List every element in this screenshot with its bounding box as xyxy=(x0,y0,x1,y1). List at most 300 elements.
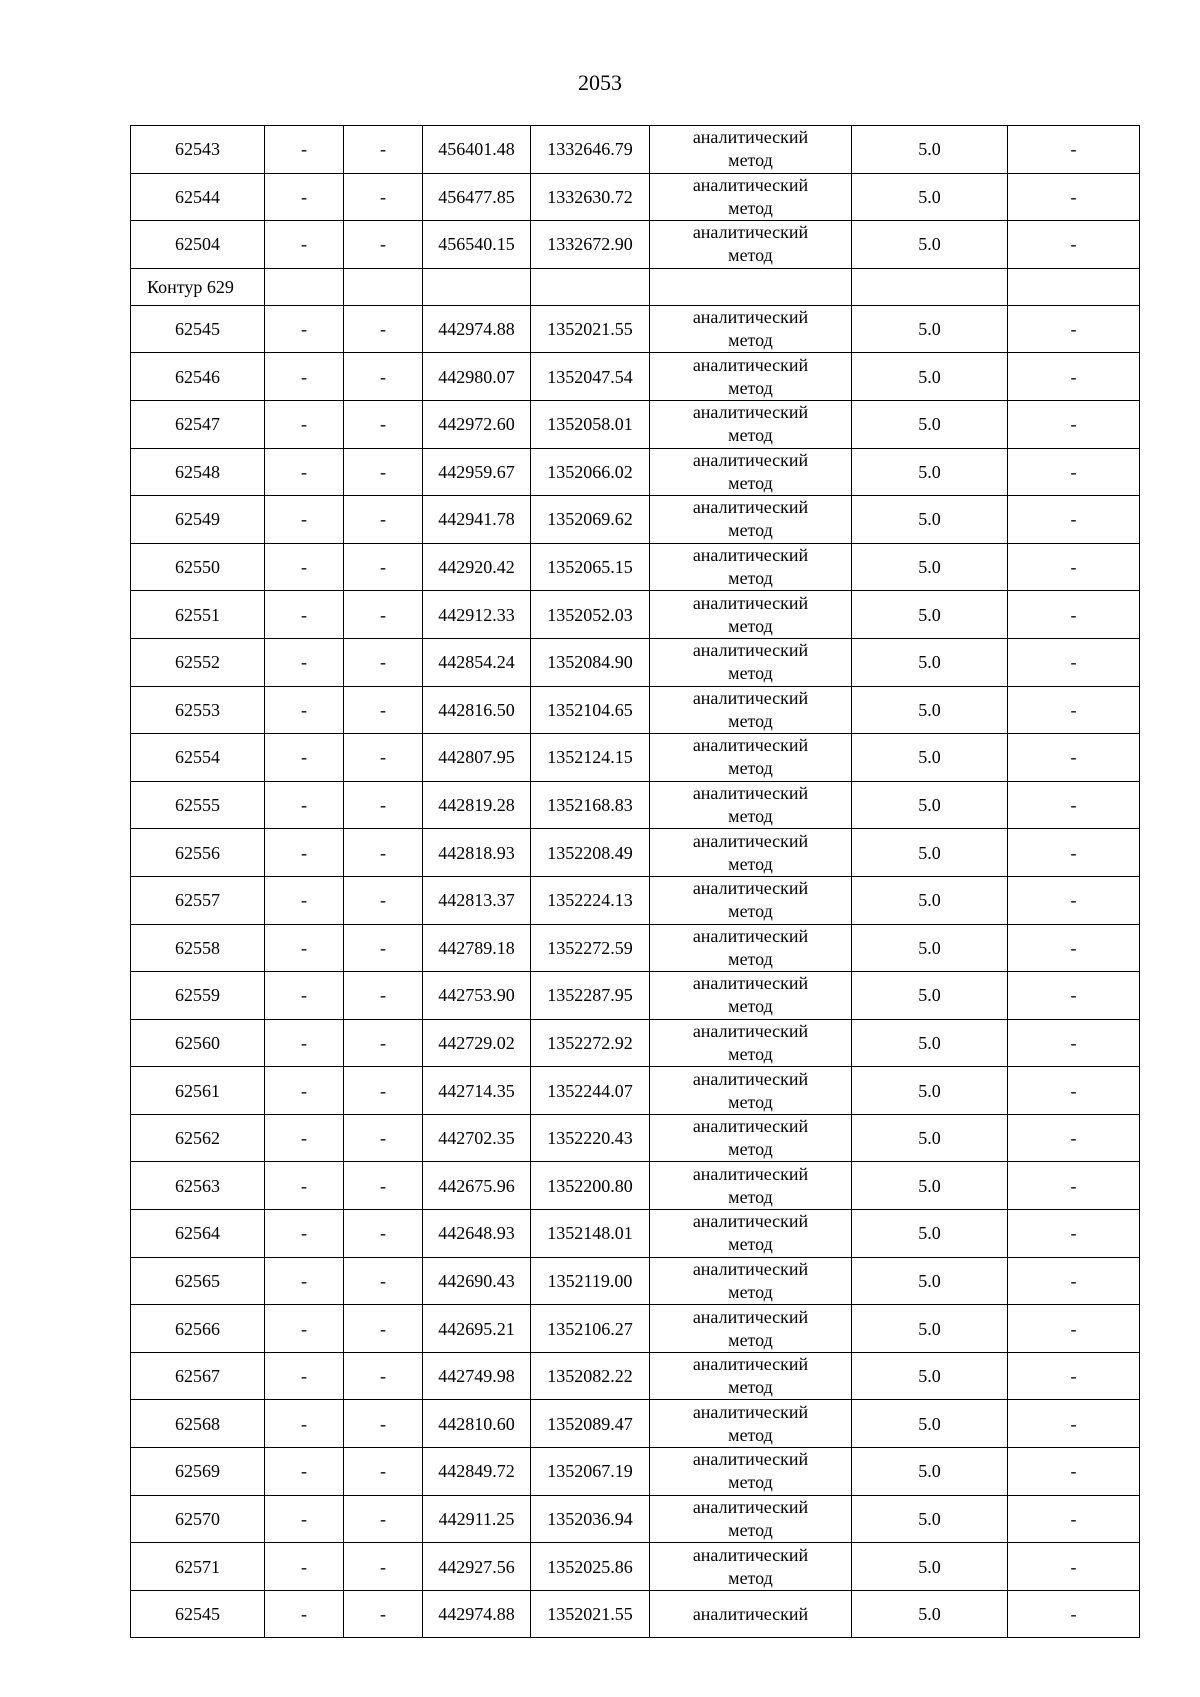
last-column-cell: - xyxy=(1008,221,1140,269)
y-coordinate-cell: 1352067.19 xyxy=(531,1448,650,1496)
method-cell xyxy=(650,1590,852,1638)
column-2-cell: - xyxy=(265,126,344,174)
point-id-cell: 62545 xyxy=(131,305,265,353)
column-3-cell: - xyxy=(344,591,423,639)
method-text: аналитический метод xyxy=(692,307,809,351)
y-coordinate-cell: 1352065.15 xyxy=(531,543,650,591)
accuracy-cell: 5.0 xyxy=(852,638,1008,686)
method-cell xyxy=(650,686,852,734)
table-row xyxy=(131,1019,1140,1067)
column-3-cell: - xyxy=(344,1495,423,1543)
column-3-cell: - xyxy=(344,496,423,544)
x-coordinate-cell: 442729.02 xyxy=(423,1019,531,1067)
point-id-cell: 62560 xyxy=(131,1019,265,1067)
y-coordinate-cell: 1352058.01 xyxy=(531,400,650,448)
empty-cell xyxy=(852,268,1008,305)
method-text: аналитический метод xyxy=(692,783,809,827)
last-column-cell: - xyxy=(1008,638,1140,686)
x-coordinate-cell: 442849.72 xyxy=(423,1448,531,1496)
method-text: аналитический метод xyxy=(692,1401,809,1445)
last-column-cell: - xyxy=(1008,1257,1140,1305)
column-2-cell: - xyxy=(265,1400,344,1448)
method-cell xyxy=(650,1448,852,1496)
method-cell xyxy=(650,591,852,639)
table-row xyxy=(131,305,1140,353)
accuracy-cell: 5.0 xyxy=(852,1352,1008,1400)
point-id-cell: 62565 xyxy=(131,1257,265,1305)
last-column-cell: - xyxy=(1008,734,1140,782)
point-id-cell: 62571 xyxy=(131,1543,265,1591)
accuracy-cell: 5.0 xyxy=(852,126,1008,174)
table-row xyxy=(131,972,1140,1020)
accuracy-cell: 5.0 xyxy=(852,173,1008,221)
x-coordinate-cell: 442818.93 xyxy=(423,829,531,877)
column-3-cell: - xyxy=(344,1590,423,1638)
method-text: аналитический метод xyxy=(692,1116,809,1160)
table-row xyxy=(131,543,1140,591)
table-row xyxy=(131,1590,1140,1638)
table-row xyxy=(131,173,1140,221)
accuracy-cell: 5.0 xyxy=(852,1210,1008,1258)
table-row xyxy=(131,1543,1140,1591)
method-cell xyxy=(650,448,852,496)
point-id-cell: 62563 xyxy=(131,1162,265,1210)
method-cell xyxy=(650,638,852,686)
column-2-cell: - xyxy=(265,1019,344,1067)
x-coordinate-cell: 442854.24 xyxy=(423,638,531,686)
y-coordinate-cell: 1352104.65 xyxy=(531,686,650,734)
y-coordinate-cell: 1352089.47 xyxy=(531,1400,650,1448)
method-cell xyxy=(650,305,852,353)
column-2-cell: - xyxy=(265,734,344,782)
y-coordinate-cell: 1352047.54 xyxy=(531,353,650,401)
table-row xyxy=(131,638,1140,686)
empty-cell xyxy=(531,268,650,305)
last-column-cell: - xyxy=(1008,543,1140,591)
method-cell xyxy=(650,876,852,924)
last-column-cell: - xyxy=(1008,1590,1140,1638)
x-coordinate-cell: 442675.96 xyxy=(423,1162,531,1210)
last-column-cell: - xyxy=(1008,1210,1140,1258)
method-cell xyxy=(650,1352,852,1400)
accuracy-cell: 5.0 xyxy=(852,353,1008,401)
last-column-cell: - xyxy=(1008,1400,1140,1448)
last-column-cell: - xyxy=(1008,829,1140,877)
accuracy-cell: 5.0 xyxy=(852,1400,1008,1448)
column-3-cell: - xyxy=(344,1305,423,1353)
table-row xyxy=(131,1210,1140,1258)
point-id-cell: 62559 xyxy=(131,972,265,1020)
method-text: аналитический метод xyxy=(692,878,809,922)
y-coordinate-cell: 1352106.27 xyxy=(531,1305,650,1353)
method-cell xyxy=(650,972,852,1020)
method-cell xyxy=(650,829,852,877)
table-row xyxy=(131,686,1140,734)
coordinates-table xyxy=(130,125,1140,1638)
table-row xyxy=(131,1162,1140,1210)
x-coordinate-cell: 442753.90 xyxy=(423,972,531,1020)
accuracy-cell: 5.0 xyxy=(852,1114,1008,1162)
method-text: аналитический метод xyxy=(692,640,809,684)
column-3-cell: - xyxy=(344,1352,423,1400)
x-coordinate-cell: 442749.98 xyxy=(423,1352,531,1400)
column-2-cell: - xyxy=(265,829,344,877)
point-id-cell: 62558 xyxy=(131,924,265,972)
y-coordinate-cell: 1352021.55 xyxy=(531,305,650,353)
y-coordinate-cell: 1352168.83 xyxy=(531,781,650,829)
method-text: аналитический метод xyxy=(692,174,809,218)
table-row xyxy=(131,924,1140,972)
point-id-cell: 62553 xyxy=(131,686,265,734)
y-coordinate-cell: 1332646.79 xyxy=(531,126,650,174)
column-2-cell: - xyxy=(265,1162,344,1210)
table-row xyxy=(131,126,1140,174)
column-3-cell: - xyxy=(344,829,423,877)
method-text: аналитический метод xyxy=(692,1020,809,1064)
method-cell xyxy=(650,1495,852,1543)
column-2-cell: - xyxy=(265,1590,344,1638)
accuracy-cell: 5.0 xyxy=(852,221,1008,269)
column-3-cell: - xyxy=(344,1400,423,1448)
table-row xyxy=(131,448,1140,496)
table-row xyxy=(131,829,1140,877)
method-text: аналитический метод xyxy=(692,925,809,969)
y-coordinate-cell: 1352036.94 xyxy=(531,1495,650,1543)
column-2-cell: - xyxy=(265,924,344,972)
method-cell xyxy=(650,1019,852,1067)
accuracy-cell: 5.0 xyxy=(852,1162,1008,1210)
method-cell xyxy=(650,173,852,221)
column-3-cell: - xyxy=(344,924,423,972)
column-3-cell: - xyxy=(344,400,423,448)
y-coordinate-cell: 1352066.02 xyxy=(531,448,650,496)
y-coordinate-cell: 1352200.80 xyxy=(531,1162,650,1210)
column-3-cell: - xyxy=(344,353,423,401)
x-coordinate-cell: 442912.33 xyxy=(423,591,531,639)
point-id-cell: 62554 xyxy=(131,734,265,782)
method-text: аналитический xyxy=(692,1604,809,1625)
method-cell xyxy=(650,734,852,782)
column-2-cell: - xyxy=(265,221,344,269)
y-coordinate-cell: 1352220.43 xyxy=(531,1114,650,1162)
point-id-cell: 62543 xyxy=(131,126,265,174)
point-id-cell: 62550 xyxy=(131,543,265,591)
last-column-cell: - xyxy=(1008,1495,1140,1543)
column-2-cell: - xyxy=(265,448,344,496)
point-id-cell: 62545 xyxy=(131,1590,265,1638)
column-2-cell: - xyxy=(265,638,344,686)
method-cell xyxy=(650,1543,852,1591)
method-cell xyxy=(650,1210,852,1258)
table-row xyxy=(131,221,1140,269)
last-column-cell: - xyxy=(1008,305,1140,353)
method-text: аналитический метод xyxy=(692,1496,809,1540)
x-coordinate-cell: 442911.25 xyxy=(423,1495,531,1543)
method-text: аналитический метод xyxy=(692,497,809,541)
accuracy-cell: 5.0 xyxy=(852,496,1008,544)
x-coordinate-cell: 442819.28 xyxy=(423,781,531,829)
point-id-cell: 62564 xyxy=(131,1210,265,1258)
point-id-cell: 62568 xyxy=(131,1400,265,1448)
x-coordinate-cell: 442980.07 xyxy=(423,353,531,401)
point-id-cell: 62561 xyxy=(131,1067,265,1115)
last-column-cell: - xyxy=(1008,173,1140,221)
y-coordinate-cell: 1332672.90 xyxy=(531,221,650,269)
accuracy-cell: 5.0 xyxy=(852,591,1008,639)
table-row xyxy=(131,400,1140,448)
last-column-cell: - xyxy=(1008,353,1140,401)
method-cell xyxy=(650,221,852,269)
point-id-cell: 62567 xyxy=(131,1352,265,1400)
accuracy-cell: 5.0 xyxy=(852,1495,1008,1543)
contour-section xyxy=(131,268,1140,305)
point-id-cell: 62569 xyxy=(131,1448,265,1496)
last-column-cell: - xyxy=(1008,1067,1140,1115)
y-coordinate-cell: 1352208.49 xyxy=(531,829,650,877)
method-cell xyxy=(650,400,852,448)
y-coordinate-cell: 1332630.72 xyxy=(531,173,650,221)
accuracy-cell: 5.0 xyxy=(852,1257,1008,1305)
point-id-cell: 62551 xyxy=(131,591,265,639)
column-2-cell: - xyxy=(265,1495,344,1543)
column-2-cell: - xyxy=(265,173,344,221)
accuracy-cell: 5.0 xyxy=(852,686,1008,734)
y-coordinate-cell: 1352084.90 xyxy=(531,638,650,686)
column-3-cell: - xyxy=(344,1067,423,1115)
table-row xyxy=(131,1257,1140,1305)
method-cell xyxy=(650,126,852,174)
column-2-cell: - xyxy=(265,591,344,639)
column-3-cell: - xyxy=(344,221,423,269)
column-2-cell: - xyxy=(265,543,344,591)
method-cell xyxy=(650,1257,852,1305)
x-coordinate-cell: 442789.18 xyxy=(423,924,531,972)
method-text: аналитический метод xyxy=(692,1258,809,1302)
x-coordinate-cell: 442974.88 xyxy=(423,1590,531,1638)
last-column-cell: - xyxy=(1008,1162,1140,1210)
y-coordinate-cell: 1352272.92 xyxy=(531,1019,650,1067)
accuracy-cell: 5.0 xyxy=(852,1019,1008,1067)
x-coordinate-cell: 442813.37 xyxy=(423,876,531,924)
x-coordinate-cell: 442941.78 xyxy=(423,496,531,544)
column-3-cell: - xyxy=(344,1543,423,1591)
point-id-cell: 62552 xyxy=(131,638,265,686)
column-3-cell: - xyxy=(344,781,423,829)
method-text: аналитический метод xyxy=(692,1354,809,1398)
table-row xyxy=(131,1400,1140,1448)
last-column-cell: - xyxy=(1008,400,1140,448)
table-row xyxy=(131,591,1140,639)
method-text: аналитический метод xyxy=(692,735,809,779)
last-column-cell: - xyxy=(1008,1019,1140,1067)
x-coordinate-cell: 456477.85 xyxy=(423,173,531,221)
accuracy-cell: 5.0 xyxy=(852,1590,1008,1638)
y-coordinate-cell: 1352021.55 xyxy=(531,1590,650,1638)
x-coordinate-cell: 442807.95 xyxy=(423,734,531,782)
accuracy-cell: 5.0 xyxy=(852,829,1008,877)
method-cell xyxy=(650,781,852,829)
method-text: аналитический метод xyxy=(692,1306,809,1350)
y-coordinate-cell: 1352119.00 xyxy=(531,1257,650,1305)
column-2-cell: - xyxy=(265,781,344,829)
column-3-cell: - xyxy=(344,1210,423,1258)
page-number: 2053 xyxy=(578,70,622,95)
column-3-cell: - xyxy=(344,686,423,734)
method-text: аналитический метод xyxy=(692,545,809,589)
column-2-cell: - xyxy=(265,1448,344,1496)
accuracy-cell: 5.0 xyxy=(852,543,1008,591)
x-coordinate-cell: 456540.15 xyxy=(423,221,531,269)
method-cell xyxy=(650,496,852,544)
y-coordinate-cell: 1352224.13 xyxy=(531,876,650,924)
accuracy-cell: 5.0 xyxy=(852,1543,1008,1591)
last-column-cell: - xyxy=(1008,1114,1140,1162)
table-row xyxy=(131,1305,1140,1353)
last-column-cell: - xyxy=(1008,972,1140,1020)
point-id-cell: 62556 xyxy=(131,829,265,877)
accuracy-cell: 5.0 xyxy=(852,924,1008,972)
table-row xyxy=(131,1495,1140,1543)
method-cell xyxy=(650,353,852,401)
column-3-cell: - xyxy=(344,126,423,174)
column-2-cell: - xyxy=(265,972,344,1020)
table-body-after xyxy=(131,305,1140,1638)
x-coordinate-cell: 442959.67 xyxy=(423,448,531,496)
point-id-cell: 62555 xyxy=(131,781,265,829)
method-text: аналитический метод xyxy=(692,449,809,493)
column-2-cell: - xyxy=(265,496,344,544)
method-text: аналитический метод xyxy=(692,1163,809,1207)
method-text: аналитический метод xyxy=(692,687,809,731)
empty-cell xyxy=(650,268,852,305)
accuracy-cell: 5.0 xyxy=(852,1067,1008,1115)
column-3-cell: - xyxy=(344,1019,423,1067)
x-coordinate-cell: 442695.21 xyxy=(423,1305,531,1353)
y-coordinate-cell: 1352052.03 xyxy=(531,591,650,639)
method-text: аналитический метод xyxy=(692,127,809,171)
column-3-cell: - xyxy=(344,1448,423,1496)
method-text: аналитический метод xyxy=(692,1211,809,1255)
last-column-cell: - xyxy=(1008,448,1140,496)
last-column-cell: - xyxy=(1008,686,1140,734)
table-row xyxy=(131,496,1140,544)
column-2-cell: - xyxy=(265,1210,344,1258)
column-2-cell: - xyxy=(265,686,344,734)
accuracy-cell: 5.0 xyxy=(852,876,1008,924)
table-row xyxy=(131,1352,1140,1400)
table-row xyxy=(131,876,1140,924)
method-text: аналитический метод xyxy=(692,354,809,398)
column-3-cell: - xyxy=(344,1162,423,1210)
y-coordinate-cell: 1352025.86 xyxy=(531,1543,650,1591)
method-text: аналитический метод xyxy=(692,973,809,1017)
column-2-cell: - xyxy=(265,1067,344,1115)
column-3-cell: - xyxy=(344,876,423,924)
contour-label: Контур 629 xyxy=(131,268,265,305)
column-2-cell: - xyxy=(265,1114,344,1162)
y-coordinate-cell: 1352148.01 xyxy=(531,1210,650,1258)
table-row xyxy=(131,1448,1140,1496)
method-cell xyxy=(650,1114,852,1162)
y-coordinate-cell: 1352069.62 xyxy=(531,496,650,544)
accuracy-cell: 5.0 xyxy=(852,972,1008,1020)
contour-header-row xyxy=(131,268,1140,305)
last-column-cell: - xyxy=(1008,781,1140,829)
last-column-cell: - xyxy=(1008,1352,1140,1400)
accuracy-cell: 5.0 xyxy=(852,781,1008,829)
table-body-before xyxy=(131,126,1140,269)
column-3-cell: - xyxy=(344,1257,423,1305)
y-coordinate-cell: 1352082.22 xyxy=(531,1352,650,1400)
empty-cell xyxy=(1008,268,1140,305)
column-2-cell: - xyxy=(265,1352,344,1400)
accuracy-cell: 5.0 xyxy=(852,734,1008,782)
method-text: аналитический метод xyxy=(692,1449,809,1493)
x-coordinate-cell: 442927.56 xyxy=(423,1543,531,1591)
column-3-cell: - xyxy=(344,1114,423,1162)
method-text: аналитический метод xyxy=(692,1544,809,1588)
table-row xyxy=(131,781,1140,829)
column-2-cell: - xyxy=(265,1257,344,1305)
table-row xyxy=(131,734,1140,782)
column-2-cell: - xyxy=(265,305,344,353)
table-row xyxy=(131,1067,1140,1115)
column-3-cell: - xyxy=(344,638,423,686)
x-coordinate-cell: 442920.42 xyxy=(423,543,531,591)
method-cell xyxy=(650,1162,852,1210)
column-3-cell: - xyxy=(344,734,423,782)
point-id-cell: 62549 xyxy=(131,496,265,544)
column-3-cell: - xyxy=(344,543,423,591)
accuracy-cell: 5.0 xyxy=(852,305,1008,353)
table-row xyxy=(131,353,1140,401)
x-coordinate-cell: 442690.43 xyxy=(423,1257,531,1305)
x-coordinate-cell: 442714.35 xyxy=(423,1067,531,1115)
accuracy-cell: 5.0 xyxy=(852,448,1008,496)
last-column-cell: - xyxy=(1008,1448,1140,1496)
method-cell xyxy=(650,924,852,972)
method-text: аналитический метод xyxy=(692,222,809,266)
x-coordinate-cell: 442810.60 xyxy=(423,1400,531,1448)
y-coordinate-cell: 1352272.59 xyxy=(531,924,650,972)
x-coordinate-cell: 442816.50 xyxy=(423,686,531,734)
table-row xyxy=(131,1114,1140,1162)
point-id-cell: 62504 xyxy=(131,221,265,269)
last-column-cell: - xyxy=(1008,126,1140,174)
point-id-cell: 62548 xyxy=(131,448,265,496)
method-cell xyxy=(650,1400,852,1448)
method-text: аналитический метод xyxy=(692,1068,809,1112)
column-2-cell: - xyxy=(265,1305,344,1353)
method-text: аналитический метод xyxy=(692,592,809,636)
x-coordinate-cell: 442974.88 xyxy=(423,305,531,353)
last-column-cell: - xyxy=(1008,591,1140,639)
last-column-cell: - xyxy=(1008,496,1140,544)
point-id-cell: 62570 xyxy=(131,1495,265,1543)
point-id-cell: 62544 xyxy=(131,173,265,221)
column-2-cell: - xyxy=(265,876,344,924)
accuracy-cell: 5.0 xyxy=(852,1448,1008,1496)
column-3-cell: - xyxy=(344,448,423,496)
last-column-cell: - xyxy=(1008,1305,1140,1353)
x-coordinate-cell: 442648.93 xyxy=(423,1210,531,1258)
column-2-cell: - xyxy=(265,353,344,401)
method-cell xyxy=(650,1067,852,1115)
column-3-cell: - xyxy=(344,173,423,221)
accuracy-cell: 5.0 xyxy=(852,1305,1008,1353)
y-coordinate-cell: 1352287.95 xyxy=(531,972,650,1020)
method-cell xyxy=(650,543,852,591)
